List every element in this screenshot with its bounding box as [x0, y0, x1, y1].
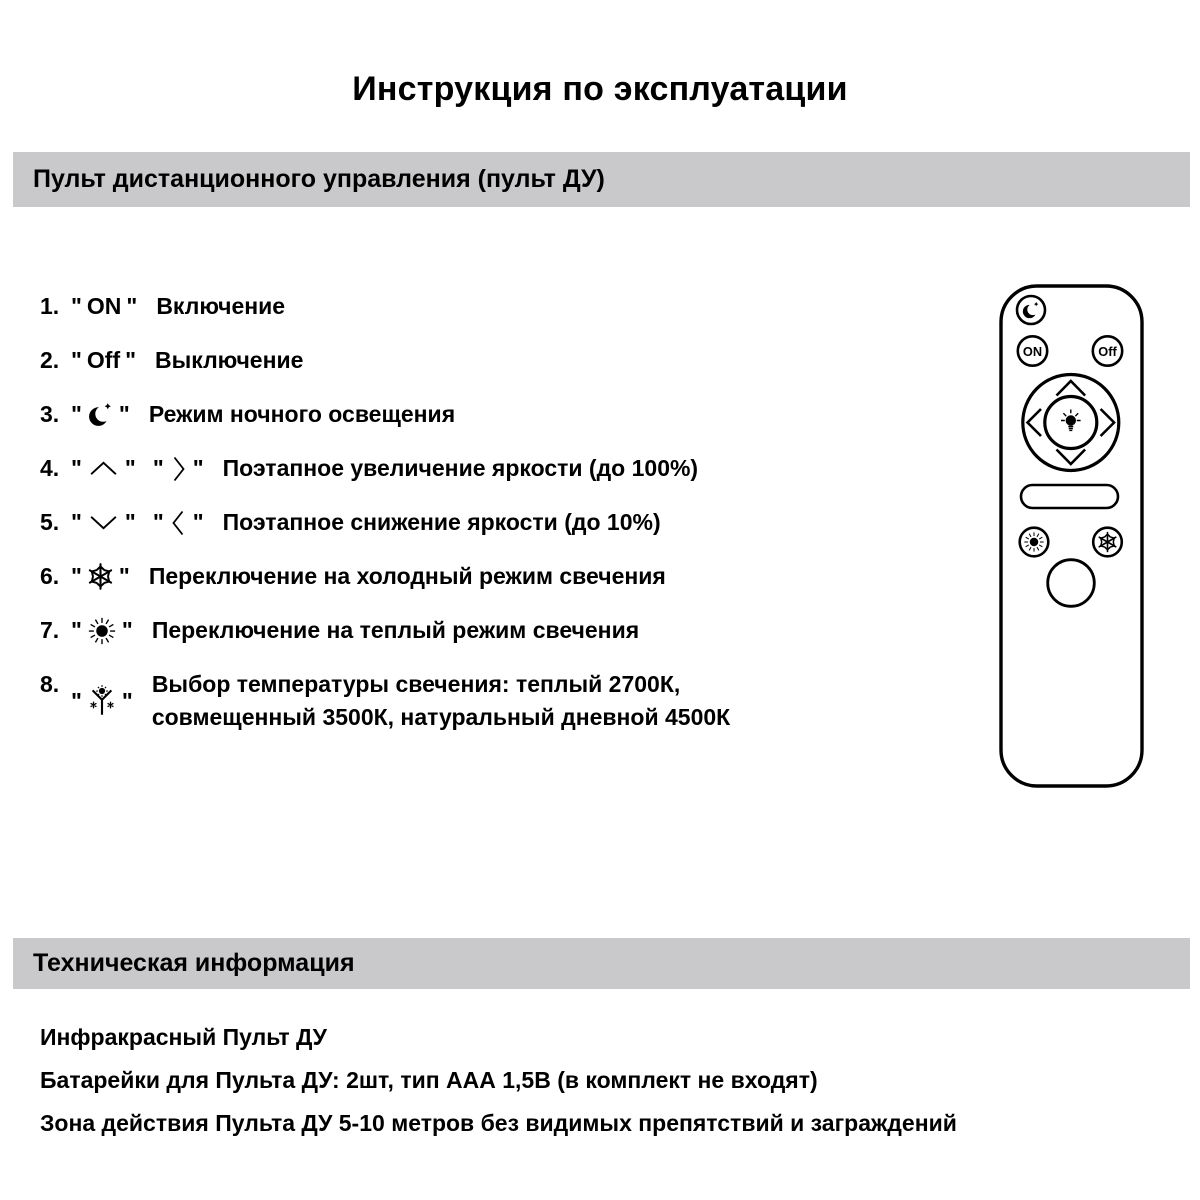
- item-number: 6.: [40, 563, 60, 589]
- tech-info-line: Инфракрасный Пульт ДУ: [40, 1024, 327, 1050]
- off-button: [1093, 336, 1122, 365]
- instruction-item: [40, 452, 960, 485]
- on-button-label: ON: [86, 293, 122, 319]
- dpad: [1023, 375, 1119, 471]
- item-number: 3.: [40, 401, 60, 427]
- item-text: Переключение на холодный режим свечения: [148, 563, 666, 589]
- item-number: 8.: [40, 671, 60, 697]
- off-button-label: Off: [86, 347, 121, 373]
- warm-mode-button: [1020, 528, 1049, 557]
- section-heading: Пульт дистанционного управления (пульт ДУ): [33, 165, 605, 193]
- quote-mark: ": [118, 563, 130, 589]
- technical-info-list: [40, 1016, 1180, 1145]
- section-heading: Техническая информация: [33, 949, 355, 977]
- item-number: 1.: [40, 293, 60, 319]
- quote-mark: ": [192, 455, 204, 481]
- cold-mode-button: [1093, 528, 1122, 557]
- item-text: Выключение: [155, 347, 304, 373]
- item-text: Поэтапное увеличение яркости (до 100%): [222, 455, 699, 481]
- night-mode-button: [1017, 296, 1045, 324]
- quote-mark: ": [121, 617, 133, 643]
- quote-mark: ": [71, 455, 82, 481]
- temperature-select-icon: [87, 683, 117, 719]
- on-button-label: ON: [1022, 344, 1043, 359]
- item-text-block: [155, 344, 303, 377]
- item-symbols: [66, 344, 141, 377]
- item-text-line2: совмещенный 3500К, натуральный дневной 4500К: [151, 704, 731, 730]
- quote-mark: ": [124, 509, 136, 535]
- item-symbols: [66, 683, 138, 719]
- bottom-round-button: [1048, 560, 1095, 607]
- quote-mark: ": [71, 687, 82, 714]
- section-banner-remote-control: [13, 152, 1190, 207]
- instruction-item: [40, 560, 960, 593]
- section-banner-technical-info: [13, 938, 1190, 989]
- page-title: Инструкция по эксплуатации: [352, 70, 848, 108]
- quoted-symbol: [66, 506, 141, 539]
- item-symbols: [66, 614, 138, 647]
- item-text-block: [149, 398, 455, 431]
- item-text-block: [223, 452, 698, 485]
- instruction-item: [40, 668, 960, 734]
- item-number: 4.: [40, 455, 60, 481]
- angle-left-icon: [169, 508, 188, 538]
- quote-mark: ": [118, 401, 130, 427]
- quote-mark: ": [71, 617, 82, 643]
- item-number: 2.: [40, 347, 60, 373]
- item-symbols: [66, 452, 209, 485]
- quote-mark: ": [121, 687, 133, 714]
- instruction-item: [40, 398, 960, 431]
- angle-right-icon: [169, 454, 188, 484]
- quote-mark: ": [152, 509, 164, 535]
- quote-mark: ": [71, 563, 82, 589]
- item-symbols: [66, 560, 135, 593]
- instruction-item: [40, 290, 960, 323]
- quote-mark: ": [125, 347, 137, 373]
- quoted-symbol: [148, 506, 209, 539]
- instruction-item: [40, 614, 960, 647]
- on-button: [1018, 336, 1047, 365]
- quoted-symbol: [66, 614, 138, 647]
- quote-mark: ": [71, 293, 82, 319]
- off-button-label: Off: [1098, 344, 1117, 359]
- quote-mark: ": [192, 509, 204, 535]
- quote-mark: ": [71, 509, 82, 535]
- tech-info-line: Батарейки для Пульта ДУ: 2шт, тип ААА 1,5В (в комплект не входят): [40, 1067, 818, 1093]
- quoted-symbol: [66, 452, 141, 485]
- item-text-block: [149, 560, 666, 593]
- sun-icon: [87, 616, 117, 646]
- item-symbols: [66, 398, 135, 431]
- quote-mark: ": [124, 455, 136, 481]
- item-symbols: [66, 290, 142, 323]
- instruction-item: [40, 506, 960, 539]
- snowflake-icon: [87, 563, 114, 590]
- chevron-up-icon: [87, 460, 120, 477]
- remote-control-illustration: [999, 284, 1144, 788]
- tech-info-line: Зона действия Пульта ДУ 5-10 метров без видимых препятствий и заграждений: [40, 1110, 957, 1136]
- quote-mark: ": [152, 455, 164, 481]
- quoted-symbol: [66, 560, 135, 593]
- item-text-block: [223, 506, 661, 539]
- moon-icon: [87, 401, 114, 428]
- item-symbols: [66, 506, 209, 539]
- item-number: 7.: [40, 617, 60, 643]
- instruction-item: [40, 344, 960, 377]
- chevron-down-icon: [87, 514, 120, 531]
- item-text: Выбор температуры свечения: теплый 2700К,: [151, 671, 681, 697]
- quote-mark: ": [126, 293, 138, 319]
- quoted-symbol: [66, 290, 142, 323]
- item-text-block: [152, 614, 639, 647]
- quoted-symbol: [66, 683, 138, 719]
- instruction-list: [40, 290, 960, 734]
- item-text: Режим ночного освещения: [148, 401, 456, 427]
- item-text: Переключение на теплый режим свечения: [151, 617, 640, 643]
- quoted-symbol: [66, 344, 141, 377]
- item-text-block: [152, 668, 730, 734]
- item-text: Поэтапное снижение яркости (до 10%): [222, 509, 661, 535]
- quoted-symbol: [148, 452, 209, 485]
- quote-mark: ": [71, 347, 82, 373]
- item-text-block: [156, 290, 285, 323]
- quote-mark: ": [71, 401, 82, 427]
- item-text: Включение: [156, 293, 286, 319]
- pill-button: [1021, 485, 1118, 508]
- item-number: 5.: [40, 509, 60, 535]
- quoted-symbol: [66, 398, 135, 431]
